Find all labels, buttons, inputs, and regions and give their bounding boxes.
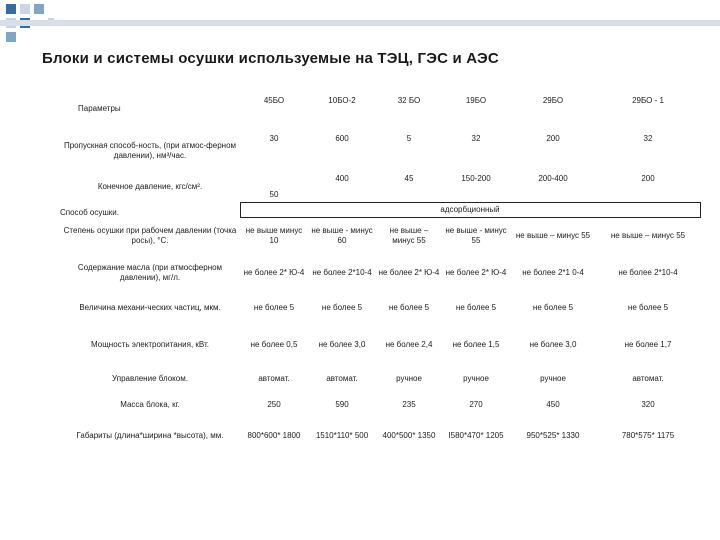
table-cell: 600 [335,134,349,143]
table-cell: 590 [335,400,349,409]
col-header: 19БО [465,96,487,105]
table-cell: не более 2* Ю-4 [445,268,507,277]
col-header: 29БО - 1 [632,96,664,105]
table-cell: автомат. [326,374,358,383]
table-cell: ручное [540,374,566,383]
row-label: Величина механи-ческих частиц, мкм. [79,303,221,312]
row-label: Габариты (длина*ширина *высота), мм. [76,431,224,440]
header-row [60,88,700,130]
table-cell: не выше минус 10 [245,226,303,245]
col-header: 29БО [542,96,564,105]
table-cell: не более 5 [532,303,574,312]
params-header: Параметры [78,104,121,113]
table-cell: не более 2*10-4 [312,268,372,277]
method-cell: адсорбционный [240,203,700,218]
table-cell: не более 2* Ю-4 [243,268,305,277]
col-header: 45БО [263,96,285,105]
table-cell: автомат. [258,374,290,383]
table-cell: 320 [641,400,655,409]
table-row [60,324,700,366]
table-cell: не более 3,0 [318,340,366,349]
table-cell: не выше – минус 55 [515,231,591,240]
table-cell: 50 [269,190,279,199]
table-cell: не выше - минус 55 [445,226,507,245]
header-band [0,20,720,26]
row-label: Конечное давление, кгс/см². [97,182,203,192]
table-cell: 30 [269,134,279,143]
table-cell: 800*600* 1800 [247,431,301,440]
table-cell: не выше - минус 60 [311,226,373,245]
table-cell: І580*470* 1205 [448,431,504,440]
table-row [60,130,700,172]
table-row [60,392,700,418]
table-cell: не более 5 [321,303,363,312]
table-row [60,366,700,392]
table-cell: не более 2*10-4 [618,268,678,277]
page-title: Блоки и системы осушки используемые на ТЭЦ, ГЭС и АЭС [42,50,499,67]
table-row [60,172,700,203]
table-cell: 400 [335,174,349,183]
table-cell: 270 [469,400,483,409]
table-cell: не выше – минус 55 [389,226,429,245]
specs-table-container [60,88,700,454]
table-cell: не более 2* Ю-4 [378,268,440,277]
table-cell: ручное [463,374,489,383]
table-cell: не более 5 [627,303,669,312]
col-header: 32 БО [397,96,421,105]
table-row [60,203,700,218]
table-cell: 200-400 [538,174,568,183]
table-cell: автомат. [632,374,664,383]
row-label: Пропускная способ-ность, (при атмос-ферном давлении), нм³/час. [63,141,237,160]
table-cell: 400*500* 1350 [382,431,436,440]
table-row [60,292,700,324]
table-cell: 5 [406,134,412,143]
row-label: Содержание масла (при атмосферном давлении), мг/л. [77,263,223,282]
table-cell: 235 [402,400,416,409]
row-label: Способ осушки. [60,207,119,217]
table-cell: 1510*110* 500 [315,431,369,440]
table-cell: не выше – минус 55 [610,231,686,240]
table-cell: 32 [643,134,653,143]
table-cell: 450 [546,400,560,409]
row-label: Мощность электропитания, кВт. [91,340,209,349]
table-cell: не более 0,5 [250,340,298,349]
table-cell: 950*525* 1330 [526,431,580,440]
table-cell: не более 1,7 [624,340,672,349]
table-cell: не более 1,5 [452,340,500,349]
table-cell: не более 2,4 [385,340,433,349]
table-cell: не более 5 [253,303,295,312]
table-cell: 250 [267,400,281,409]
col-header: 10БО-2 [328,96,356,105]
table-cell: 200 [641,174,655,183]
table-cell: не более 5 [455,303,497,312]
row-label: Масса блока, кг. [120,400,180,409]
table-cell: 45 [404,174,414,183]
table-cell: ручное [396,374,422,383]
table-cell: не более 2*1 0-4 [522,268,584,277]
table-cell: 780*575* 1175 [621,431,675,440]
table-cell: 32 [471,134,481,143]
table-cell: не более 3,0 [529,340,577,349]
table-row [60,254,700,292]
specs-table [60,88,701,454]
table-cell: не более 5 [388,303,430,312]
table-row [60,418,700,454]
table-cell: 150-200 [461,174,491,183]
table-row [60,218,700,255]
table-cell: 200 [546,134,560,143]
row-label: Степень осушки при рабочем давлении (точка росы), °С. [63,225,237,245]
row-label: Управление блоком. [112,374,188,383]
